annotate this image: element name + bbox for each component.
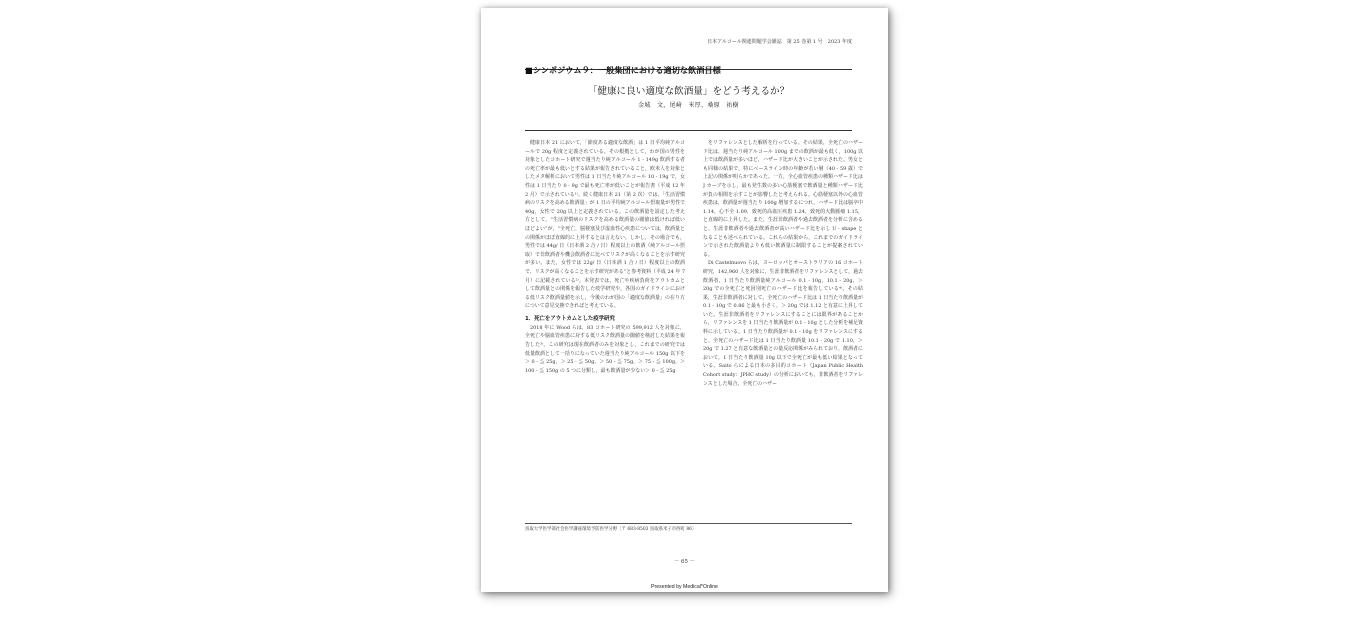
di-castelnuovo-paragraph: Di Castelnuovo らは，ヨーロッパとオーストラリアの 16 コホート研究，142,960 人を対象に，生涯非飲酒者をリファレンスとして，過去飲酒者，1 日当たり飲酒量純アルコール 0.1 - 10g，10.1 - 20g，＞ 20g での全死亡と死因別死亡のハザード比を報告している⁴⁾。その結果，生涯非飲酒者に対して，全死亡のハザード比は 1 日当たり飲酒量が 0.1 - 10g で 0.86 と最も小さく，＞ 20g では 1.12 と有意に上昇していた。生涯非飲酒者をリファレンスにすることには限界があることから，リファレンスを 1 日当たり飲酒量が 0.1 - 10g とした分析を補足資料に示している。1 日当たり飲酒量が 0.1 - 10g をリファレンスにすると，全死亡のハザード比は 1 日当たり飲酒量 10.1 - 20g で 1.10，＞ 20g で 1.27 と有意な飲酒量との量反応関係がみられており，飲酒者において，1 日当たり飲酒量 10g 以下で全死亡が最も低い結果となっている。Saito らによる日本の多目的コホート（Japan Public Health Cohort study：JPHC study）の分析においても，非飲酒者をリファレンスとした場合，全死亡のハザー xyxy=(703,260,863,387)
running-head: 日本アルコール関連問題学会雑誌 第 25 巻第 1 号 2023 年度 xyxy=(707,39,852,45)
footnote-rule xyxy=(525,523,852,524)
section-paragraph: 2018 年に Wood らは，83 コホート研究の 599,912 人を対象に，全死亡や脳血管疾患に対する低リスク飲酒量の閾値を検討した結果を報告した³⁾。この研究は現在飲酒者のみを対象とし，これまでの研究では低量飲酒として一括りになっていた週当たり純アルコール 150g 以下を＞ 0 - ≦ 25g，＞ 25 - ≦ 50g，＞ 50 - ≦ 75g，＞ 75 - ≦ 100g，＞ 100 - ≦ 150g の 5 つに分類し，最も飲酒量が少ない＞ 0 - ≦ 25g xyxy=(525,324,685,374)
article-title: 「健康に良い適度な飲酒量」をどう考えるか？ xyxy=(587,86,790,97)
authors: 金城 文，尾﨑 米厚，桑原 祐樹 xyxy=(638,102,739,109)
left-column xyxy=(525,139,685,521)
right-column xyxy=(703,139,863,521)
symposium-heading: ■シンポジウム９：一般集団における適切な飲酒目標 xyxy=(525,65,721,75)
page-number: － 65 － xyxy=(673,559,696,565)
section-heading: 1．死亡をアウトカムとした疫学研究 xyxy=(525,315,615,322)
journal-page xyxy=(481,8,888,592)
wood-results-paragraph: をリファレンスとした解析を行っている。その結果，全死亡のハザード比は，週当たり純アルコール 100g までの飲酒が最も低く，100g 以上では飲酒量が多いほど，ハザード比が大きいことが示された。男女とも同様の結果で，特にベースライン時の年齢が若い層（40 - 59 歳）で上記の関係が明らかであった。一方，全心血管疾患の種類ハザード比は J カーブを示し，最も発生数の多い心筋梗塞で飲酒量と種類ハザード比が負の相関を示すことが影響したと考えられる。心筋梗塞以外の心血管疾患は，飲酒量が週当たり 100g 増加するにつれ，ハザード比は脳卒中 1.14，心不全 1.09，致死的高血圧疾患 1.24，致死的大動脈瘤 1.15，と直線的に上昇した。また，生涯非飲酒者や過去飲酒者を分析に含めると，生涯非飲酒者や過去飲酒者が高いハザード比を示し U - shape となることも述べられている。これらの結果から，これまでのガイドラインで示された飲酒量よりも低い飲酒量に制限することが提案されている。 xyxy=(703,140,863,258)
affiliation-footnote: 鳥取大学医学部社会医学講座環境予防医学分野〔〒 683-8503 鳥取県米子市西町 86〕 xyxy=(525,527,697,532)
title-bottom-rule xyxy=(525,130,852,131)
intro-paragraph: 健康日本 21 において，「節度ある適度な飲酒」は 1 日平均純アルコールで 20g 程度と定義されている。その根拠として，わが国の男性を対象としたコホート研究で週当たり純アルコール 1 - 149g 飲酒する者の死亡率が最も低いとする結果が報告されていること，欧米人を対象としたメタ解析において男性は 1 日当たり純アルコール 10 - 19g で，女性は 1 日当たり 0 - 9g で最も死亡率が低いことが報告書（平成 12 年 2 月）で示されている¹⁾。続く健康日本 21（第 2 次）では，「生活習慣病のリスクを高める飲酒量」が 1 日の平均純アルコール摂取量が男性で 40g，女性で 20g 以上と定義されている。この飲酒量を設定した考え方として，“生活習慣病のリスクを高める飲酒量の閾値は低ければ低いほどよい”が，“全死亡，脳梗塞及び虚血性心疾患については，飲酒量との関係がほぼ直線的に上昇するとは言えない。しかし，その場合でも，男性では 44g/ 日（日本酒 2 合 / 日）程度以上の飲酒（純アルコール摂取）で非飲酒者や機会飲酒者に比べてリスクが高くなることを示す研究が多い。また，女性では 22g/ 日（日本酒 1 合 / 日）程度以上の飲酒で，リスクが高くなることを示す研究がある”と参考資料（平成 24 年 7 月）に記載されている²⁾。本発表では，死亡や疾病負荷をアウトカムとして飲酒量との関係を報告した疫学研究や，各国のガイドラインにおける低リスク飲酒量値を示し，今後のわが国の「適度な飲酒量」の在り方について意見交換できればと考えている。 xyxy=(525,140,685,310)
presented-by-credit: Presented by Medical*Online xyxy=(651,584,718,590)
